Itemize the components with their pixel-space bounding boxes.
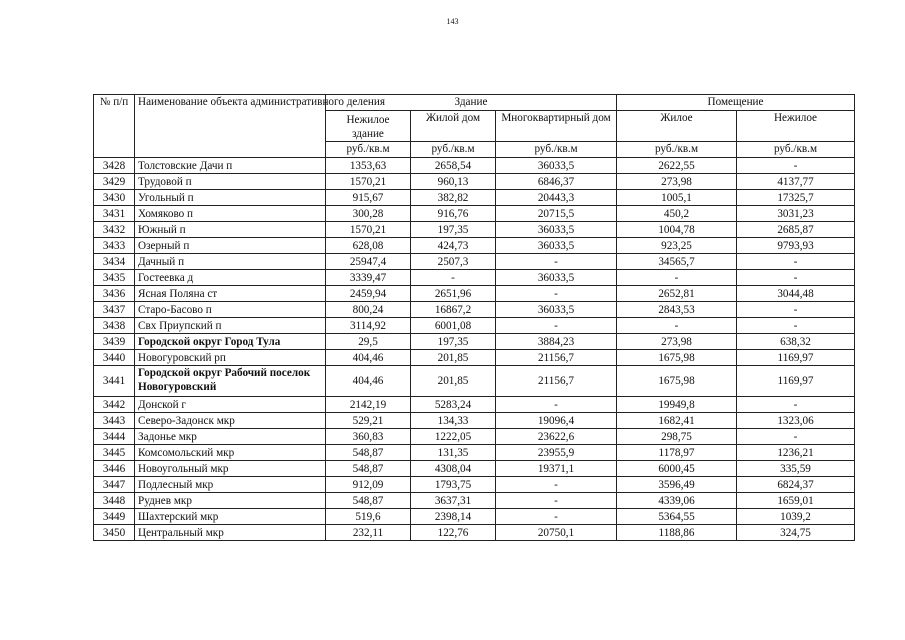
- row-name: Южный п: [135, 222, 326, 238]
- value-res-house: 382,82: [411, 190, 496, 206]
- value-res-house: -: [411, 270, 496, 286]
- table-row: [94, 525, 855, 541]
- header-res-house: Жилой дом: [411, 111, 496, 142]
- header-unit: руб./кв.м: [411, 142, 496, 158]
- value-nonres-premises: 324,75: [737, 525, 855, 541]
- value-apartment: 20750,1: [496, 525, 617, 541]
- value-nonres-building: 3114,92: [326, 318, 411, 334]
- value-res-premises: 4339,06: [617, 493, 737, 509]
- value-nonres-premises: 638,32: [737, 334, 855, 350]
- value-res-premises: 34565,7: [617, 254, 737, 270]
- value-apartment: 36033,5: [496, 302, 617, 318]
- header-apartment: Многоквартирный дом: [496, 111, 617, 142]
- cadastral-value-table: [93, 94, 855, 541]
- header-building: Здание: [326, 95, 617, 111]
- value-apartment: 19371,1: [496, 461, 617, 477]
- value-res-house: 197,35: [411, 222, 496, 238]
- table-row: [94, 429, 855, 445]
- row-name: Дачный п: [135, 254, 326, 270]
- value-res-house: 916,76: [411, 206, 496, 222]
- value-res-house: 197,35: [411, 334, 496, 350]
- value-nonres-premises: 3031,23: [737, 206, 855, 222]
- value-apartment: 21156,7: [496, 366, 617, 397]
- table-row: [94, 254, 855, 270]
- value-res-house: 134,33: [411, 413, 496, 429]
- value-nonres-premises: 9793,93: [737, 238, 855, 254]
- value-nonres-building: 519,6: [326, 509, 411, 525]
- value-apartment: -: [496, 318, 617, 334]
- row-name: Хомяково п: [135, 206, 326, 222]
- value-nonres-building: 29,5: [326, 334, 411, 350]
- value-res-premises: 5364,55: [617, 509, 737, 525]
- header-unit: руб./кв.м: [496, 142, 617, 158]
- row-number: 3447: [94, 477, 135, 493]
- value-apartment: 36033,5: [496, 158, 617, 174]
- value-res-house: 2398,14: [411, 509, 496, 525]
- table-row: [94, 158, 855, 174]
- value-nonres-building: 548,87: [326, 461, 411, 477]
- value-res-premises: -: [617, 318, 737, 334]
- row-number: 3431: [94, 206, 135, 222]
- value-res-house: 201,85: [411, 350, 496, 366]
- value-res-house: 122,76: [411, 525, 496, 541]
- row-number: 3446: [94, 461, 135, 477]
- value-nonres-building: 404,46: [326, 350, 411, 366]
- row-name: Руднев мкр: [135, 493, 326, 509]
- row-name: Шахтерский мкр: [135, 509, 326, 525]
- value-nonres-premises: -: [737, 158, 855, 174]
- value-res-house: 4308,04: [411, 461, 496, 477]
- value-nonres-premises: 1039,2: [737, 509, 855, 525]
- row-number: 3437: [94, 302, 135, 318]
- row-number: 3439: [94, 334, 135, 350]
- value-nonres-premises: -: [737, 318, 855, 334]
- table-row: [94, 174, 855, 190]
- value-res-premises: -: [617, 270, 737, 286]
- header-nonres-building: Нежилое здание: [326, 111, 411, 142]
- row-number: 3442: [94, 397, 135, 413]
- value-res-house: 3637,31: [411, 493, 496, 509]
- header-res-premises: Жилое: [617, 111, 737, 142]
- value-res-premises: 19949,8: [617, 397, 737, 413]
- value-res-premises: 298,75: [617, 429, 737, 445]
- table-row: [94, 238, 855, 254]
- row-number: 3433: [94, 238, 135, 254]
- row-number: 3441: [94, 366, 135, 397]
- table-row: [94, 397, 855, 413]
- table-row: [94, 477, 855, 493]
- row-name: Городской округ Город Тула: [135, 334, 326, 350]
- header-unit: руб./кв.м: [326, 142, 411, 158]
- row-name: Свх Приупский п: [135, 318, 326, 334]
- value-res-house: 1222,05: [411, 429, 496, 445]
- row-number: 3434: [94, 254, 135, 270]
- value-nonres-building: 1570,21: [326, 174, 411, 190]
- row-name: Новогуровский рп: [135, 350, 326, 366]
- value-res-premises: 1005,1: [617, 190, 737, 206]
- value-nonres-building: 1570,21: [326, 222, 411, 238]
- value-res-premises: 923,25: [617, 238, 737, 254]
- value-res-premises: 1675,98: [617, 366, 737, 397]
- value-res-premises: 1675,98: [617, 350, 737, 366]
- value-nonres-premises: 17325,7: [737, 190, 855, 206]
- header-unit: руб./кв.м: [617, 142, 737, 158]
- row-name: Толстовские Дачи п: [135, 158, 326, 174]
- value-nonres-premises: 2685,87: [737, 222, 855, 238]
- value-nonres-premises: 6824,37: [737, 477, 855, 493]
- value-nonres-building: 548,87: [326, 493, 411, 509]
- value-res-premises: 273,98: [617, 174, 737, 190]
- row-number: 3430: [94, 190, 135, 206]
- row-number: 3432: [94, 222, 135, 238]
- row-number: 3448: [94, 493, 135, 509]
- table-row: [94, 302, 855, 318]
- value-apartment: 36033,5: [496, 270, 617, 286]
- value-nonres-premises: 1169,97: [737, 350, 855, 366]
- table-row: [94, 413, 855, 429]
- value-nonres-building: 232,11: [326, 525, 411, 541]
- value-apartment: -: [496, 286, 617, 302]
- value-apartment: -: [496, 397, 617, 413]
- value-res-house: 131,35: [411, 445, 496, 461]
- value-apartment: 23622,6: [496, 429, 617, 445]
- value-res-premises: 1004,78: [617, 222, 737, 238]
- table-row: [94, 318, 855, 334]
- row-name: Донской г: [135, 397, 326, 413]
- table-header: [94, 95, 855, 158]
- value-res-house: 960,13: [411, 174, 496, 190]
- table-row: [94, 334, 855, 350]
- value-nonres-building: 3339,47: [326, 270, 411, 286]
- value-apartment: 20443,3: [496, 190, 617, 206]
- value-nonres-building: 548,87: [326, 445, 411, 461]
- value-res-premises: 1188,86: [617, 525, 737, 541]
- header-unit: руб./кв.м: [737, 142, 855, 158]
- header-num: № п/п: [94, 95, 135, 158]
- row-number: 3428: [94, 158, 135, 174]
- value-apartment: 19096,4: [496, 413, 617, 429]
- table-row: [94, 461, 855, 477]
- row-number: 3438: [94, 318, 135, 334]
- value-res-house: 16867,2: [411, 302, 496, 318]
- value-nonres-premises: -: [737, 429, 855, 445]
- value-nonres-premises: 4137,77: [737, 174, 855, 190]
- value-apartment: 6846,37: [496, 174, 617, 190]
- value-nonres-building: 628,08: [326, 238, 411, 254]
- value-res-premises: 450,2: [617, 206, 737, 222]
- table-row: [94, 286, 855, 302]
- row-name: Озерный п: [135, 238, 326, 254]
- value-nonres-building: 2142,19: [326, 397, 411, 413]
- value-nonres-premises: -: [737, 254, 855, 270]
- value-apartment: -: [496, 254, 617, 270]
- row-name: Ясная Поляна ст: [135, 286, 326, 302]
- value-nonres-building: 915,67: [326, 190, 411, 206]
- row-name: Трудовой п: [135, 174, 326, 190]
- value-res-house: 2658,54: [411, 158, 496, 174]
- table-row: [94, 509, 855, 525]
- row-number: 3445: [94, 445, 135, 461]
- row-number: 3435: [94, 270, 135, 286]
- row-number: 3440: [94, 350, 135, 366]
- table-row: [94, 366, 855, 397]
- value-apartment: -: [496, 493, 617, 509]
- row-name: Задонье мкр: [135, 429, 326, 445]
- value-res-house: 201,85: [411, 366, 496, 397]
- row-name: Новоугольный мкр: [135, 461, 326, 477]
- row-name: Подлесный мкр: [135, 477, 326, 493]
- value-nonres-building: 1353,63: [326, 158, 411, 174]
- value-res-house: 2507,3: [411, 254, 496, 270]
- value-apartment: 20715,5: [496, 206, 617, 222]
- value-res-premises: 3596,49: [617, 477, 737, 493]
- row-number: 3450: [94, 525, 135, 541]
- table-row: [94, 222, 855, 238]
- row-name: Центральный мкр: [135, 525, 326, 541]
- value-nonres-premises: 1323,06: [737, 413, 855, 429]
- value-res-house: 424,73: [411, 238, 496, 254]
- value-res-house: 5283,24: [411, 397, 496, 413]
- value-nonres-premises: 3044,48: [737, 286, 855, 302]
- row-name: Городской округ Рабочий поселок Новогуровский: [135, 366, 326, 397]
- header-name: Наименование объекта административного деления: [135, 95, 326, 158]
- value-apartment: 36033,5: [496, 222, 617, 238]
- row-number: 3449: [94, 509, 135, 525]
- value-apartment: 21156,7: [496, 350, 617, 366]
- value-nonres-building: 360,83: [326, 429, 411, 445]
- value-nonres-building: 529,21: [326, 413, 411, 429]
- table-row: [94, 350, 855, 366]
- value-nonres-premises: -: [737, 397, 855, 413]
- value-nonres-building: 300,28: [326, 206, 411, 222]
- value-res-premises: 6000,45: [617, 461, 737, 477]
- value-apartment: -: [496, 509, 617, 525]
- value-res-premises: 1682,41: [617, 413, 737, 429]
- value-res-premises: 2622,55: [617, 158, 737, 174]
- table-row: [94, 190, 855, 206]
- value-res-house: 2651,96: [411, 286, 496, 302]
- row-number: 3436: [94, 286, 135, 302]
- value-nonres-building: 25947,4: [326, 254, 411, 270]
- table-row: [94, 493, 855, 509]
- table-row: [94, 270, 855, 286]
- value-nonres-building: 404,46: [326, 366, 411, 397]
- row-name: Гостеевка д: [135, 270, 326, 286]
- row-name: Северо-Задонск мкр: [135, 413, 326, 429]
- table-row: [94, 445, 855, 461]
- row-name: Комсомольский мкр: [135, 445, 326, 461]
- table-body: [94, 158, 855, 541]
- value-apartment: 36033,5: [496, 238, 617, 254]
- value-nonres-premises: -: [737, 270, 855, 286]
- value-nonres-premises: 1236,21: [737, 445, 855, 461]
- header-nonres-premises: Нежилое: [737, 111, 855, 142]
- value-nonres-premises: 1659,01: [737, 493, 855, 509]
- page-number: 143: [446, 17, 459, 26]
- value-apartment: 23955,9: [496, 445, 617, 461]
- row-name: Угольный п: [135, 190, 326, 206]
- row-number: 3443: [94, 413, 135, 429]
- value-nonres-premises: -: [737, 302, 855, 318]
- row-name: Старо-Басово п: [135, 302, 326, 318]
- value-nonres-building: 2459,94: [326, 286, 411, 302]
- value-res-house: 6001,08: [411, 318, 496, 334]
- value-nonres-premises: 335,59: [737, 461, 855, 477]
- table-row: [94, 206, 855, 222]
- row-number: 3429: [94, 174, 135, 190]
- value-res-premises: 2843,53: [617, 302, 737, 318]
- value-nonres-premises: 1169,97: [737, 366, 855, 397]
- value-res-house: 1793,75: [411, 477, 496, 493]
- value-res-premises: 273,98: [617, 334, 737, 350]
- value-res-premises: 1178,97: [617, 445, 737, 461]
- value-res-premises: 2652,81: [617, 286, 737, 302]
- value-nonres-building: 800,24: [326, 302, 411, 318]
- value-apartment: -: [496, 477, 617, 493]
- value-nonres-building: 912,09: [326, 477, 411, 493]
- value-apartment: 3884,23: [496, 334, 617, 350]
- row-number: 3444: [94, 429, 135, 445]
- header-premises: Помещение: [617, 95, 855, 111]
